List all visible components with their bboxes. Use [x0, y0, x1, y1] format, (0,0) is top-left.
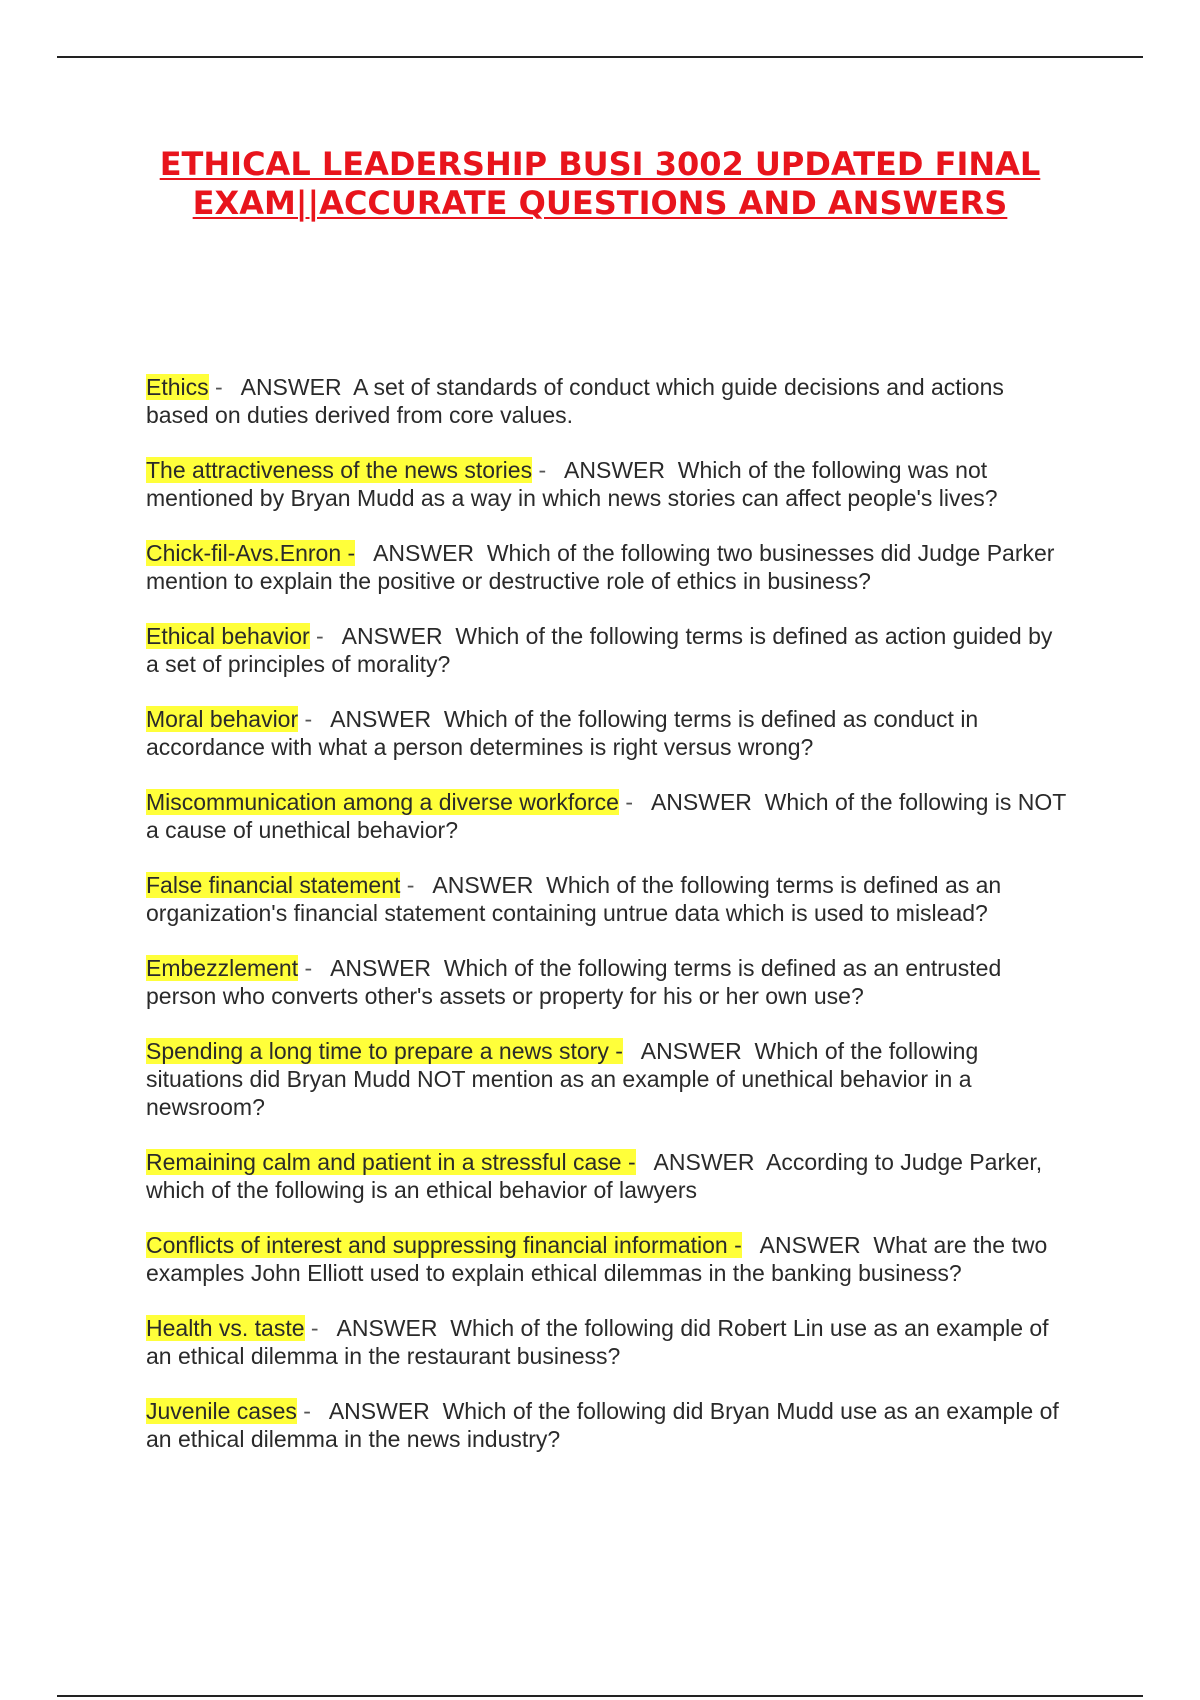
answer-label: ANSWER — [653, 1149, 755, 1175]
answer-label: ANSWER — [240, 374, 342, 400]
answer-label: ANSWER — [373, 540, 475, 566]
qa-separator: - — [309, 623, 324, 649]
qa-text: Which of the following situations did Bryan Mudd NOT mention as an example of unethical behavior in a newsroom? — [146, 1038, 979, 1120]
qa-text: A set of standards of conduct which guide decisions and actions based on duties derived from core values. — [146, 374, 1004, 428]
qa-term: Miscommunication among a diverse workforce — [146, 789, 619, 815]
qa-item — [146, 539, 1066, 595]
qa-term: Ethics — [146, 374, 209, 400]
answer-label: ANSWER — [759, 1232, 861, 1258]
qa-item — [146, 456, 1066, 512]
qa-text: Which of the following terms is defined as an entrusted person who converts other's assets or property for his or her own use? — [146, 955, 1002, 1009]
answer-label: ANSWER — [328, 1398, 430, 1424]
qa-term: Remaining calm and patient in a stressful case - — [146, 1149, 636, 1175]
qa-separator: - — [400, 872, 415, 898]
qa-item — [146, 705, 1066, 761]
qa-item — [146, 622, 1066, 678]
qa-term: The attractiveness of the news stories — [146, 457, 533, 483]
qa-text: Which of the following terms is defined as an organization's financial statement containing untrue data which is used to mislead? — [146, 872, 1002, 926]
answer-label: ANSWER — [564, 457, 665, 483]
qa-separator: - — [304, 1315, 319, 1341]
document-title: ETHICAL LEADERSHIP BUSI 3002 UPDATED FINAL EXAM||ACCURATE QUESTIONS AND ANSWERS — [159, 145, 1041, 222]
qa-text: Which of the following terms is defined as conduct in accordance with what a person determines is right versus wrong? — [146, 706, 979, 760]
answer-label: ANSWER — [432, 872, 534, 898]
qa-term: Health vs. taste — [146, 1315, 305, 1341]
qa-text: Which of the following is NOT a cause of unethical behavior? — [146, 789, 1066, 843]
qa-term: False financial statement — [146, 872, 401, 898]
qa-separator: - — [296, 1398, 311, 1424]
qa-separator: - — [532, 457, 547, 483]
answer-label: ANSWER — [640, 1038, 742, 1064]
qa-text: Which of the following did Robert Lin use as an example of an ethical dilemma in the restaurant business? — [146, 1315, 1049, 1369]
qa-item — [146, 373, 1066, 429]
qa-separator: - — [618, 789, 634, 815]
qa-item — [146, 871, 1066, 927]
qa-term: Embezzlement — [146, 955, 299, 981]
qa-item — [146, 1397, 1066, 1453]
answer-label: ANSWER — [341, 623, 443, 649]
qa-text: According to Judge Parker, which of the following is an ethical behavior of lawyers — [146, 1149, 1043, 1203]
qa-term: Conflicts of interest and suppressing financial information - — [146, 1232, 742, 1258]
qa-separator: - — [208, 374, 223, 400]
page-bottom-rule — [57, 1695, 1143, 1697]
qa-text: What are the two examples John Elliott used to explain ethical dilemmas in the banking business? — [146, 1232, 1048, 1286]
qa-item — [146, 1037, 1066, 1121]
qa-item — [146, 954, 1066, 1010]
qa-list — [146, 373, 1066, 1480]
qa-text: Which of the following two businesses did Judge Parker mention to explain the positive or destructive role of ethics in business? — [146, 540, 1055, 594]
answer-label: ANSWER — [336, 1315, 438, 1341]
qa-item — [146, 1148, 1066, 1204]
qa-term: Moral behavior — [146, 706, 299, 732]
qa-text: Which of the following was not mentioned by Bryan Mudd as a way in which news stories can affect people's lives? — [146, 457, 998, 511]
qa-item — [146, 1231, 1066, 1287]
answer-label: ANSWER — [330, 955, 432, 981]
qa-separator: - — [298, 706, 313, 732]
answer-label: ANSWER — [650, 789, 752, 815]
qa-separator: - — [298, 955, 313, 981]
page-top-rule — [57, 56, 1143, 58]
qa-term: Spending a long time to prepare a news story - — [146, 1038, 623, 1064]
qa-item — [146, 788, 1066, 844]
qa-text: Which of the following did Bryan Mudd use as an example of an ethical dilemma in the news industry? — [146, 1398, 1059, 1452]
answer-label: ANSWER — [330, 706, 432, 732]
qa-term: Juvenile cases — [146, 1398, 297, 1424]
qa-text: Which of the following terms is defined as action guided by a set of principles of morality? — [146, 623, 1053, 677]
qa-item — [146, 1314, 1066, 1370]
qa-term: Chick-fil-Avs.Enron - — [146, 540, 356, 566]
qa-term: Ethical behavior — [146, 623, 310, 649]
